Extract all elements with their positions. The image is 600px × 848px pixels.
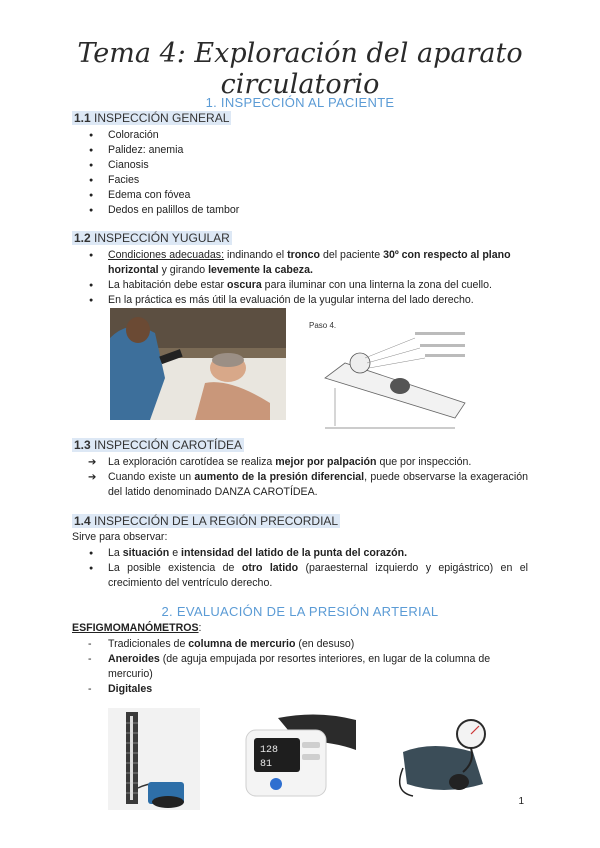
- list-item: ● La habitación debe estar oscura para iluminar con una linterna la zona del cuello.: [108, 278, 528, 293]
- svg-text:128: 128: [260, 745, 279, 756]
- diagram-label: Paso 4.: [309, 321, 337, 330]
- subsection-label: INSPECCIÓN YUGULAR: [94, 231, 230, 245]
- carotid-inspection-list: [108, 455, 528, 500]
- list-item: - Aneroides (de aguja empujada por resortes interiores, en lugar de la columna de mercurio): [108, 652, 528, 682]
- sphygmomanometers-subtitle: ESFIGMOMANÓMETROS:: [72, 622, 202, 634]
- list-item: ● La posible existencia de otro latido (paraesternal izquierdo y epigástrico) en el crecimiento del ventrículo derecho.: [108, 561, 528, 591]
- list-item: ● Palidez: anemia: [108, 143, 528, 158]
- list-item: ● La situación e intensidad del latido de la punta del corazón.: [108, 546, 528, 561]
- list-item: ➔ La exploración carotídea se realiza mejor por palpación que por inspección.: [108, 455, 528, 470]
- digital-sphygmomanometer-image: [238, 710, 362, 804]
- jugular-inspection-list: [108, 248, 528, 308]
- list-item: ● Facies: [108, 173, 528, 188]
- list-item: - Tradicionales de columna de mercurio (en desuso): [108, 637, 528, 652]
- list-item: ➔ Cuando existe un aumento de la presión diferencial, puede observarse la exageración del latido denominado DANZA CAROTÍDEA.: [108, 470, 528, 500]
- subsection-label: INSPECCIÓN GENERAL: [94, 111, 230, 125]
- list-item: ● Cianosis: [108, 158, 528, 173]
- list-item: ● Coloración: [108, 128, 528, 143]
- sphygmomanometer-types-list: [108, 637, 528, 697]
- subsection-1-2-heading: [72, 231, 232, 245]
- section-1-heading: 1. INSPECCIÓN AL PACIENTE: [205, 95, 395, 110]
- subsection-1-3-heading: [72, 438, 244, 452]
- subsection-label: INSPECCIÓN CAROTÍDEA: [94, 438, 243, 452]
- precordial-intro: Sirve para observar:: [72, 531, 168, 543]
- subsection-1-1-heading: [72, 111, 231, 125]
- jugular-diagram: [305, 318, 485, 436]
- subsection-1-4-heading: [72, 514, 340, 528]
- page-title: Tema 4: Exploración del aparato circulatorio: [77, 38, 523, 100]
- general-inspection-list: [108, 128, 528, 218]
- list-item: ● Dedos en palillos de tambor: [108, 203, 528, 218]
- section-2-heading: 2. EVALUACIÓN DE LA PRESIÓN ARTERIAL: [161, 604, 439, 619]
- aneroid-sphygmomanometer-image: [393, 712, 509, 802]
- jugular-exam-photo: [110, 308, 286, 420]
- svg-text:81: 81: [260, 759, 273, 770]
- subsection-number: 1.1: [74, 111, 91, 125]
- page-number: 1: [518, 796, 524, 807]
- subsection-number: 1.2: [74, 231, 91, 245]
- subsection-label: INSPECCIÓN DE LA REGIÓN PRECORDIAL: [94, 514, 339, 528]
- mercury-sphygmomanometer-image: [108, 708, 200, 810]
- subsection-number: 1.4: [74, 514, 91, 528]
- list-item: - Digitales: [108, 682, 528, 697]
- list-item: ● En la práctica es más útil la evaluación de la yugular interna del lado derecho.: [108, 293, 528, 308]
- list-item: ● Edema con fóvea: [108, 188, 528, 203]
- subsection-number: 1.3: [74, 438, 91, 452]
- list-item: ● Condiciones adecuadas: indinando el tronco del paciente 30º con respecto al plano horizontal y girando levemente la cabeza.: [108, 248, 528, 278]
- precordial-inspection-list: [108, 546, 528, 591]
